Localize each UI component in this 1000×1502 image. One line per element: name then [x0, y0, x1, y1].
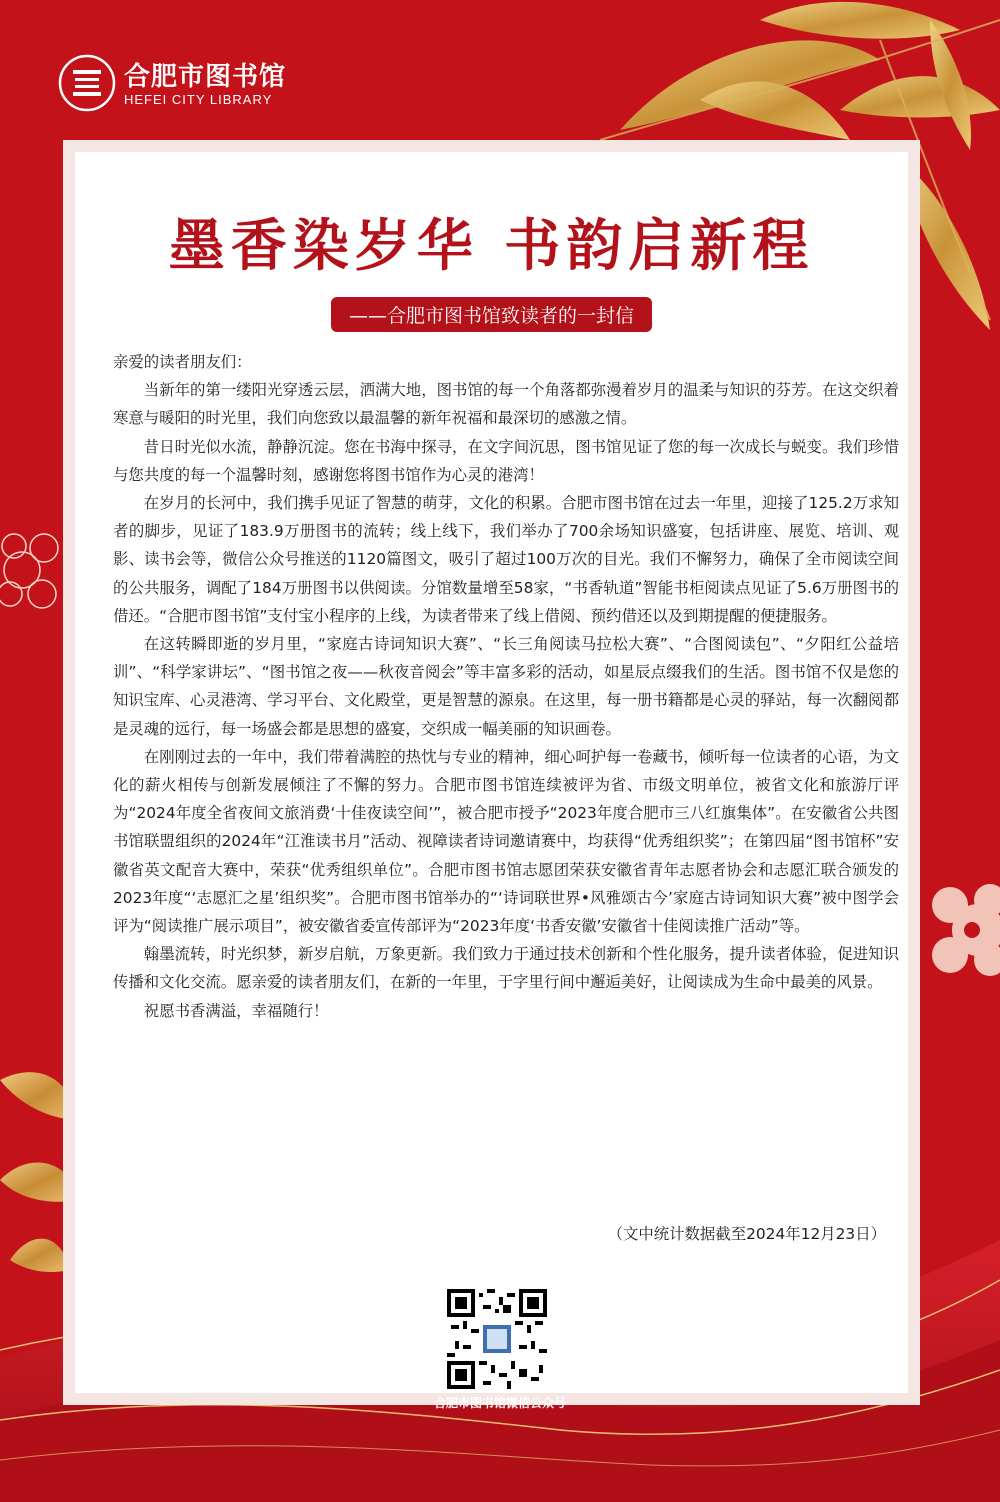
letter-title: 墨香染岁华 书韵启新程	[168, 213, 815, 279]
greeting: 亲爱的读者朋友们：	[113, 353, 252, 371]
paragraph: 翰墨流转，时光织梦，新岁启航，万象更新。我们致力于通过技术创新和个性化服务，提升读者体验，促进知识传播和文化交流。愿亲爱的读者朋友们，在新的一年里，于字里行间中邂逅美好，让阅读成为生命中最美的风景。	[113, 945, 899, 992]
paragraph: 昔日时光似水流，静静沉淀。您在书海中探寻，在文字间沉思，图书馆见证了您的每一次成长与蜕变。我们珍惜与您共度的每一个温馨时刻，感谢您将图书馆作为心灵的港湾！	[113, 437, 899, 484]
letter-card	[63, 140, 920, 1405]
paragraph: 在刚刚过去的一年中，我们带着满腔的热忱与专业的精神，细心呵护每一卷藏书，倾听每一位读者的心语，为文化的薪火相传与创新发展倾注了不懈的努力。合肥市图书馆连续被评为省、市级文明单位，被省文化和旅游厅评为“2024年度全省夜间文旅消费‘十佳夜读空间’”，被合肥市授予“2023年度合肥市三八红旗集体”。在安徽省公共图书馆联盟组织的2024年“江淮读书月”活动、视障读者诗词邀请赛中，均获得“优秀组织奖”；在第四届“图书馆杯”安徽省英文配音大赛中，荣获“优秀组织单位”。合肥市图书馆志愿团荣获安徽省青年志愿者协会和志愿汇联合颁发的2023年度“‘志愿汇之星’组织奖”。合肥市图书馆举办的“‘诗词联世界•风雅颂古今’家庭古诗词知识大赛”被中图学会评为“阅读推广展示项目”，被安徽省委宣传部评为“2023年度‘书香安徽’安徽省十佳阅读推广活动”等。	[113, 747, 899, 936]
library-logo	[58, 50, 298, 114]
closing-wish: 祝愿书香满溢，幸福随行！	[143, 1001, 329, 1020]
paragraph: 在岁月的长河中，我们携手见证了智慧的萌芽，文化的积累。合肥市图书馆在过去一年里，迎接了125.2万求知者的脚步，见证了183.9万册图书的流转；线上线下，我们举办了700余场知识盛宴，包括讲座、展览、培训、观影、读书会等，微信公众号推送的1120篇图文，吸引了超过100万次的目光。我们不懈努力，确保了全市阅读空间的公共服务，调配了184万册图书以供阅读。分馆数量增至58家，“书香轨道”智能书柜阅读点见证了5.6万册图书的借还。“合肥市图书馆”支付宝小程序的上线，为读者带来了线上借阅、预约借还以及到期提醒的便捷服务。	[113, 494, 899, 625]
plum-blossom-right	[932, 884, 1000, 976]
subtitle-banner	[75, 297, 908, 332]
library-seal-icon	[58, 54, 116, 112]
wechat-qr-code[interactable]	[443, 1285, 551, 1393]
qr-code-icon	[447, 1289, 547, 1389]
logo-chinese-name: 合肥市图书馆	[124, 62, 287, 92]
qr-caption: 合肥市图书馆微信公众号	[433, 1396, 566, 1410]
letter-body	[113, 348, 899, 1025]
letter-subtitle: ——合肥市图书馆致读者的一封信	[331, 297, 652, 332]
logo-english-name: HEFEI CITY LIBRARY	[124, 92, 273, 107]
data-cutoff-note: （文中统计数据截至2024年12月23日）	[607, 1225, 886, 1243]
paragraph: 当新年的第一缕阳光穿透云层，洒满大地，图书馆的每一个角落都弥漫着岁月的温柔与知识的芬芳。在这交织着寒意与暖阳的时光里，我们向您致以最温馨的新年祝福和最深切的感激之情。	[113, 381, 899, 428]
paragraph: 在这转瞬即逝的岁月里，“家庭古诗词知识大赛”、“长三角阅读马拉松大赛”、“合图阅读包”、“夕阳红公益培训”、“科学家讲坛”、“图书馆之夜——秋夜音阅会”等丰富多彩的活动，如星辰点缀我们的生活。图书馆不仅是您的知识宝库、心灵港湾、学习平台、文化殿堂，更是智慧的源泉。在这里，每一册书籍都是心灵的驿站，每一次翻阅都是灵魂的远行，每一场盛会都是思想的盛宴，交织成一幅美丽的知识画卷。	[113, 635, 899, 738]
plum-blossom-left	[0, 534, 58, 608]
